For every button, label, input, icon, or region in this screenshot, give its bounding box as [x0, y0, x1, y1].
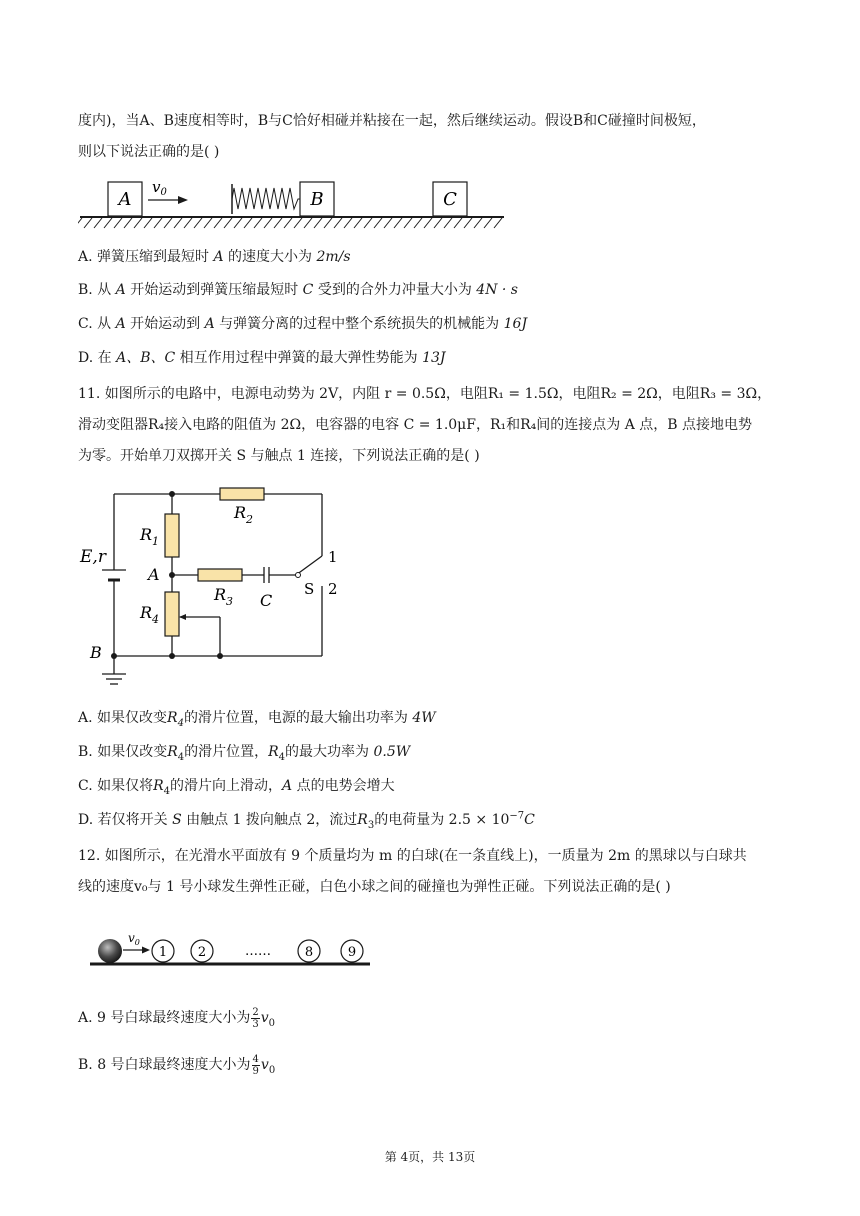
black-ball-icon	[98, 939, 122, 963]
q11-circuit-figure	[76, 484, 346, 696]
label-r3: $R_3$	[214, 585, 234, 608]
block-b-label: B	[310, 189, 324, 210]
label-b: B	[90, 643, 102, 662]
label-r4: $R_4$	[140, 603, 160, 626]
label-r1: $R_1$	[140, 525, 160, 548]
q11-option-c[interactable]: C. 如果仅将$R_4$的滑片向上滑动，A 点的电势会增大	[78, 778, 395, 797]
block-a-label: A	[118, 189, 132, 210]
q12-text-line-2: 线的速度v₀与 1 号小球发生弹性正碰，白色小球之间的碰撞也为弹性正碰。下列说法正确的是( )	[78, 879, 671, 895]
q10-option-b[interactable]: B. 从 A 开始运动到弹簧压缩最短时 C 受到的合外力冲量大小为 4N · s	[78, 282, 518, 298]
page-footer: 第 4页，共 13页	[384, 1150, 476, 1164]
fraction-4-9: $\frac{4}{9}$	[252, 1053, 259, 1077]
label-s: S	[304, 580, 315, 598]
switch-pivot-icon	[296, 573, 301, 578]
label-er: E,r	[80, 547, 106, 567]
fraction-2-3: $\frac{2}{3}$	[252, 1006, 259, 1030]
ellipsis: ……	[245, 944, 271, 959]
q12-figure	[88, 928, 374, 972]
q10-text-line-1: 度内)，当A、B速度相等时，B与C恰好相碰并粘接在一起，然后继续运动。假设B和C碰撞时间极短，	[78, 113, 706, 129]
spring-icon	[232, 188, 300, 209]
block-c-label: C	[443, 189, 457, 210]
q12-option-a[interactable]: A. 9 号白球最终速度大小为 $\frac{2}{3}$ $v_0$	[78, 1006, 276, 1030]
q12-velocity-label: $v_0$	[128, 931, 140, 947]
white-ball-9-label: 9	[347, 945, 357, 960]
q10-option-d[interactable]: D. 在 A、B、C 相互作用过程中弹簧的最大弹性势能为 13J	[78, 350, 446, 366]
resistor-r1	[165, 514, 179, 557]
white-ball-1-label: 1	[158, 945, 168, 960]
q10-option-a[interactable]: A. 弹簧压缩到最短时 A 的速度大小为 2m/s	[78, 249, 351, 265]
label-terminal-1: 1	[328, 548, 338, 566]
white-ball-2-label: 2	[197, 945, 207, 960]
q12-text-line-1: 12. 如图所示，在光滑水平面放有 9 个质量均为 m 的白球(在一条直线上)，一质量为 2m 的黑球以与白球共	[78, 848, 747, 864]
q11-option-d[interactable]: D. 若仅将开关 S 由触点 1 拨向触点 2，流过$R_3$的电荷量为 $2.5 \times 10^{-7}C$	[78, 810, 535, 831]
label-r2: $R_2$	[234, 503, 254, 526]
q10-figure	[78, 178, 508, 240]
rheostat-r4	[165, 592, 179, 636]
q11-option-a[interactable]: A. 如果仅改变$R_4$的滑片位置，电源的最大输出功率为 4W	[78, 710, 436, 729]
q12-option-b[interactable]: B. 8 号白球最终速度大小为 $\frac{4}{9}$ $v_0$	[78, 1053, 276, 1077]
label-a: A	[148, 565, 160, 584]
q10-text-line-2: 则以下说法正确的是( )	[78, 144, 220, 160]
label-c: C	[260, 591, 273, 610]
q11-option-b[interactable]: B. 如果仅改变$R_4$的滑片位置，$R_4$的最大功率为 0.5W	[78, 744, 411, 763]
q11-text-line-2: 滑动变阻器R₄接入电路的阻值为 2Ω，电容器的电容 C = 1.0μF，R₁和R₄间的连接点为 A 点，B 点接地电势	[78, 417, 753, 433]
resistor-r2	[220, 488, 264, 500]
q10-option-c[interactable]: C. 从 A 开始运动到 A 与弹簧分离的过程中整个系统损失的机械能为 16J	[78, 316, 528, 332]
label-terminal-2: 2	[328, 580, 338, 598]
velocity-label: $v_0$	[152, 178, 167, 198]
q11-text-line-3: 为零。开始单刀双掷开关 S 与触点 1 连接，下列说法正确的是( )	[78, 448, 480, 464]
resistor-r3	[198, 569, 242, 581]
white-ball-8-label: 8	[304, 945, 314, 960]
q11-text-line-1: 11. 如图所示的电路中，电源电动势为 2V，内阻 r = 0.5Ω，电阻R₁ = 1.5Ω，电阻R₂ = 2Ω，电阻R₃ = 3Ω，	[78, 386, 772, 402]
